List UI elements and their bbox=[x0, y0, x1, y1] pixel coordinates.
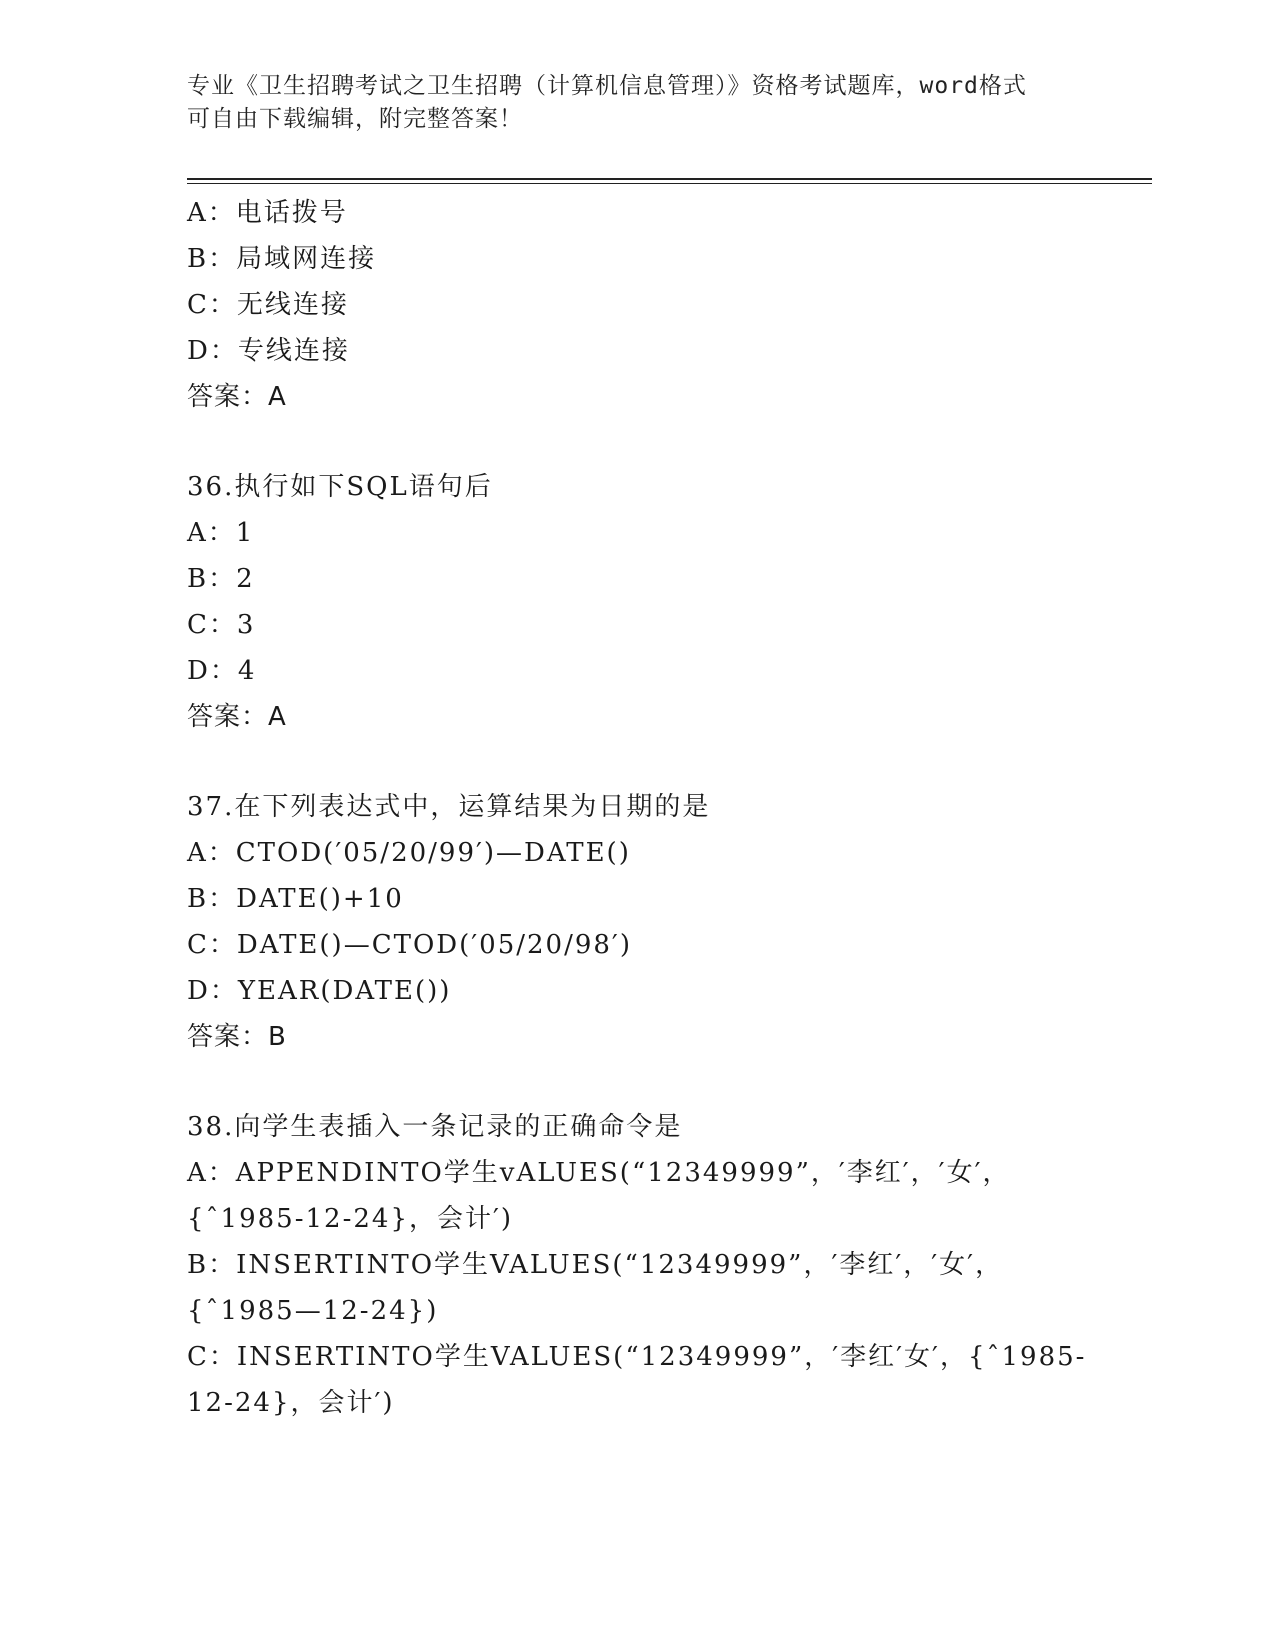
header-line-2: 可自由下载编辑，附完整答案！ bbox=[187, 106, 523, 132]
spacer bbox=[187, 420, 1087, 464]
question-text: 38.向学生表插入一条记录的正确命令是 bbox=[187, 1112, 683, 1142]
option-a-line-2: {ˆ1985-12-24}，会计′) bbox=[187, 1204, 514, 1234]
question-text: 36.执行如下SQL语句后 bbox=[187, 472, 493, 502]
option-c-line-2: 12-24}，会计′) bbox=[187, 1388, 395, 1418]
option-c-line-1: C：INSERTINTO学生VALUES(“12349999”，′李红′女′，{ˆ1985- bbox=[187, 1342, 1087, 1372]
question-list bbox=[187, 190, 1087, 1426]
option-c: C：无线连接 bbox=[187, 290, 349, 320]
spacer bbox=[187, 1060, 1087, 1104]
option-b-line-2: {ˆ1985—12-24}) bbox=[187, 1296, 439, 1326]
option-b: B：局域网连接 bbox=[187, 244, 377, 274]
question-text: 37.在下列表达式中，运算结果为日期的是 bbox=[187, 792, 711, 822]
question-36 bbox=[187, 464, 1087, 740]
option-a-line-1: A：APPENDINTO学生vALUES(“12349999”，′李红′，′女′， bbox=[187, 1158, 1011, 1188]
spacer bbox=[187, 740, 1087, 784]
option-c: C：DATE()—CTOD(′05/20/98′) bbox=[187, 930, 632, 960]
option-b-line-1: B：INSERTINTO学生VALUES(“12349999”，′李红′，′女′， bbox=[187, 1250, 1004, 1280]
question-35-options bbox=[187, 190, 1087, 420]
option-d: D：YEAR(DATE()) bbox=[187, 976, 452, 1006]
header-divider-thick bbox=[187, 178, 1152, 180]
answer-line: 答案：A bbox=[187, 382, 287, 412]
option-d: D：4 bbox=[187, 656, 257, 686]
option-a: A：电话拨号 bbox=[187, 198, 348, 228]
option-a: A：1 bbox=[187, 518, 255, 548]
page-header bbox=[187, 70, 1067, 136]
header-divider-thin bbox=[187, 183, 1152, 184]
answer-line: 答案：B bbox=[187, 1022, 287, 1052]
question-37 bbox=[187, 784, 1087, 1060]
option-d: D：专线连接 bbox=[187, 336, 350, 366]
header-line-1: 专业《卫生招聘考试之卫生招聘（计算机信息管理）》资格考试题库，word格式 bbox=[187, 73, 1027, 99]
option-b: B：DATE()+10 bbox=[187, 884, 404, 914]
option-b: B：2 bbox=[187, 564, 255, 594]
option-a: A：CTOD(′05/20/99′)—DATE() bbox=[187, 838, 631, 868]
option-c: C：3 bbox=[187, 610, 256, 640]
question-38 bbox=[187, 1104, 1087, 1426]
answer-line: 答案：A bbox=[187, 702, 287, 732]
